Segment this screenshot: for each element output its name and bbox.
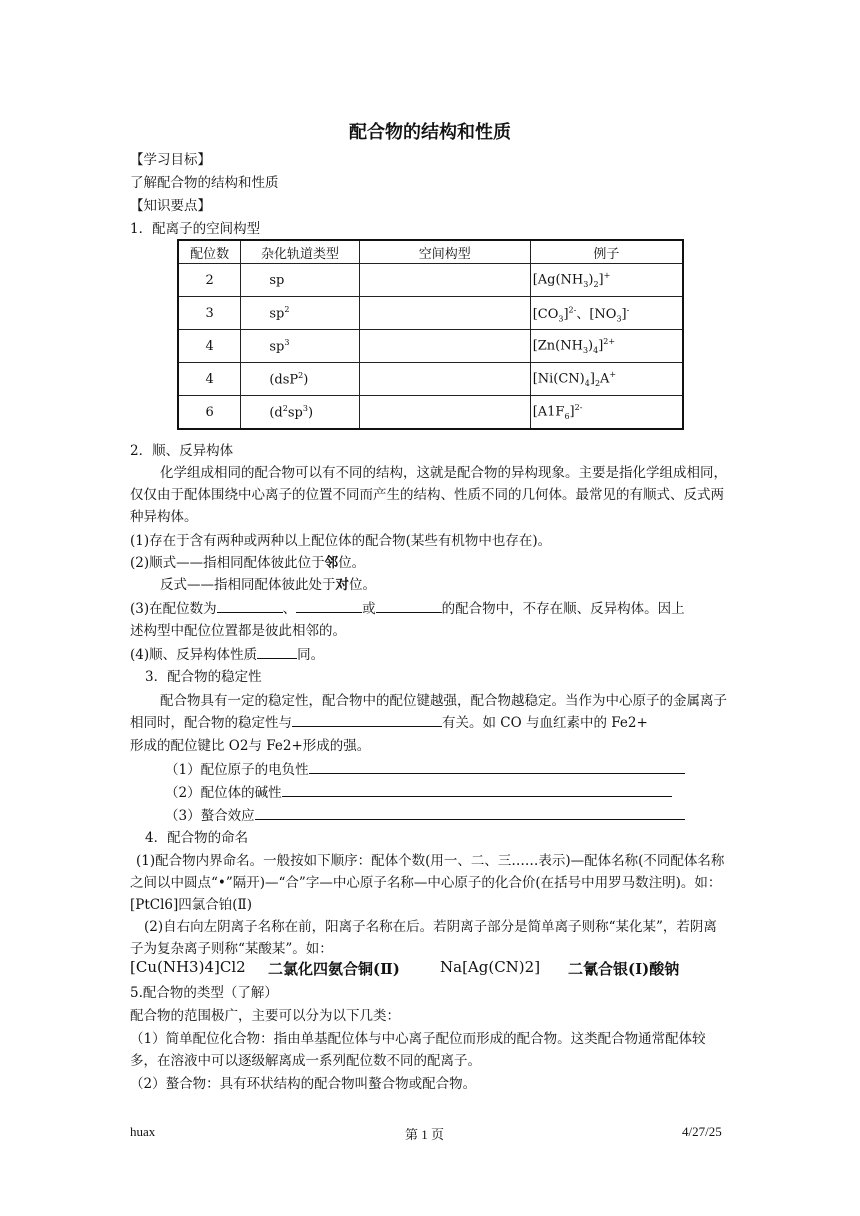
coordination-number: 4 — [178, 363, 241, 396]
learning-goal-header: 【学习目标】 — [130, 152, 211, 168]
example-cell: $[Ni(CN)_4]_2A^+$ — [530, 363, 683, 396]
coordination-number: 6 — [178, 396, 241, 430]
naming-example-2: Na[Ag(CN)2] — [440, 958, 541, 976]
section-2-item-3-cont: 述构型中配位位置都是彼此相邻的。 — [130, 623, 346, 639]
example-cell: $[CO_3]^{2-}$、$[NO_3]^-$ — [530, 297, 683, 330]
section-1-title: 1．配离子的空间构型 — [130, 221, 261, 237]
section-4-paragraph-1: (1)配合物内界命名。一般按如下顺序：配体个数(用一、二、三……表示)—配体名称(不同配体名称之间以中圆点“•”隔开)—“合”字—中心原子名称—中心原子的化合价(在括号中用罗马数注明)。如：[PtCl6]四氯合铂(Ⅱ) — [130, 853, 725, 913]
footer-date: 4/27/25 — [682, 1124, 722, 1139]
hybridization: (dsP$^2$) — [241, 363, 359, 396]
section-2-paragraph: 化学组成相同的配合物可以有不同的结构，这就是配合物的异构现象。主要是指化学组成相同，仅仅由于配体围绕中心离子的位置不同而产生的结构、性质不同的几何体。最常见的有顺式、反式两种异构体。 — [130, 465, 727, 525]
shape-cell — [359, 330, 530, 363]
table-row — [178, 363, 683, 396]
shape-cell — [359, 396, 530, 430]
table-row — [178, 396, 683, 430]
hybridization: $(d^2sp^3)$ — [241, 396, 359, 430]
table-header-cell: 空间构型 — [359, 240, 530, 264]
section-5-item-2: （2）螯合物：具有环状结构的配合物叫螯合物或配合物。 — [130, 1076, 477, 1092]
example-cell: $[Ag(NH_3)_2]^+$ — [530, 264, 683, 297]
section-3-item-3: （3）螯合效应 — [165, 805, 685, 826]
section-4-title: 4．配合物的命名 — [145, 830, 249, 846]
section-3-paragraph: 配合物具有一定的稳定性，配合物中的配位键越强，配合物越稳定。当作为中心原子的金属离子相同时，配合物的稳定性与 有关。如 CO 与血红素中的 Fe2+ — [130, 693, 727, 731]
example-cell: $[A1F_6]^{2-}$ — [530, 396, 683, 430]
section-5-item-1: （1）简单配位化合物：指由单基配位体与中心离子配位而形成的配合物。这类配合物通常配体较多，在溶液中可以逐级解离成一系列配位数不同的配离子。 — [130, 1031, 706, 1069]
example-cell: $[Zn(NH_3)_4]^{2+}$ — [530, 330, 683, 363]
naming-example-1: [Cu(NH3)4]Cl2 — [130, 958, 246, 976]
table-row — [178, 330, 683, 363]
section-2-title: 2．顺、反异构体 — [130, 443, 234, 459]
table-row — [178, 297, 683, 330]
table-header-cell: 例子 — [530, 240, 683, 264]
section-5-title: 5.配合物的类型（了解） — [130, 985, 278, 1001]
section-3-item-1: （1）配位原子的电负性 — [165, 759, 685, 780]
section-2-item-2b: 反式——指相同配体彼此处于对位。 — [160, 577, 376, 593]
hybridization: $sp^3$ — [241, 330, 359, 363]
section-3-title: 3．配合物的稳定性 — [145, 669, 262, 685]
section-2-item-4: (4)顺、反异构体性质 同。 — [130, 644, 324, 665]
footer-page-number: 第 1 页 — [405, 1127, 445, 1142]
section-2-item-2: (2)顺式——指相同配体彼此位于邻位。 — [130, 555, 366, 571]
hybridization: $sp^2$ — [241, 297, 359, 330]
shape-cell — [359, 363, 530, 396]
section-5-intro: 配合物的范围极广，主要可以分为以下几类： — [130, 1008, 400, 1024]
coordination-number: 3 — [178, 297, 241, 330]
naming-example-1-name: 二氯化四氨合铜(Ⅱ) — [268, 960, 400, 978]
footer-left: huax — [130, 1124, 156, 1139]
knowledge-header: 【知识要点】 — [130, 198, 211, 214]
table-row — [178, 264, 683, 297]
learning-goal-text: 了解配合物的结构和性质 — [130, 175, 279, 191]
section-3-item-2: （2）配位体的碱性 — [165, 782, 672, 803]
coordination-table — [177, 239, 684, 430]
section-3-paragraph-cont: 形成的配位键比 O2与 Fe2+形成的强。 — [130, 738, 371, 754]
table-header-cell: 杂化轨道类型 — [241, 240, 359, 264]
page-title: 配合物的结构和性质 — [349, 122, 511, 143]
table-header-row — [178, 240, 683, 264]
section-2-item-1: (1)存在于含有两种或两种以上配位体的配合物(某些有机物中也存在)。 — [130, 533, 552, 549]
coordination-number: 2 — [178, 264, 241, 297]
shape-cell — [359, 297, 530, 330]
naming-example-2-name: 二氰合银(Ⅰ)酸钠 — [568, 960, 680, 978]
coordination-number: 4 — [178, 330, 241, 363]
hybridization: sp — [241, 264, 359, 297]
table-header-cell: 配位数 — [178, 240, 241, 264]
section-2-item-3: (3)在配位数为 、 或 的配合物中，不存在顺、反异构体。因上 — [130, 598, 685, 619]
shape-cell — [359, 264, 530, 297]
section-4-paragraph-2: (2)自右向左阴离子名称在前，阳离子名称在后。若阴离子部分是简单离子则称“某化某”，若阴离子为复杂离子则称“某酸某”。如： — [130, 919, 717, 957]
